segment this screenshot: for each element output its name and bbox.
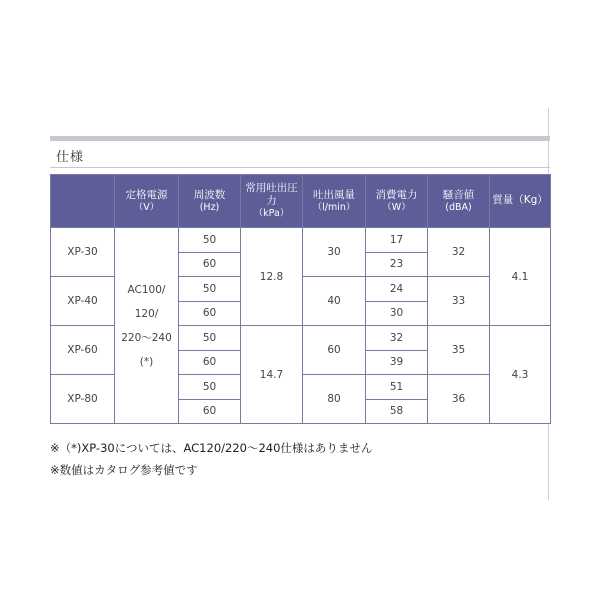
pressure-cell: 14.7	[241, 326, 303, 424]
spec-table	[50, 174, 551, 424]
section-top-bar	[50, 136, 550, 141]
power-cell: 51	[366, 375, 428, 400]
frequency-cell: 50	[179, 277, 241, 302]
frequency-cell: 50	[179, 326, 241, 351]
voltage-cell: AC100/ 120/ 220〜240 (*)	[115, 228, 179, 424]
noise-cell: 35	[428, 326, 490, 375]
flow-cell: 60	[303, 326, 366, 375]
frequency-cell: 50	[179, 228, 241, 253]
header-flow: 吐出風量 （l/min）	[303, 175, 366, 228]
power-cell: 32	[366, 326, 428, 351]
header-power: 消費電力 （W）	[366, 175, 428, 228]
noise-cell: 36	[428, 375, 490, 424]
header-frequency: 周波数 (Hz)	[179, 175, 241, 228]
frequency-cell: 60	[179, 252, 241, 277]
frequency-cell: 50	[179, 375, 241, 400]
section-title: 仕様	[56, 150, 85, 165]
power-cell: 17	[366, 228, 428, 253]
model-cell: XP-30	[51, 228, 115, 277]
power-cell: 30	[366, 301, 428, 326]
noise-cell: 32	[428, 228, 490, 277]
header-pressure: 常用吐出圧力 （kPa）	[241, 175, 303, 228]
mass-cell: 4.1	[490, 228, 551, 326]
header-voltage: 定格電源 （V）	[115, 175, 179, 228]
footnote-reference: ※数値はカタログ参考値です	[50, 463, 198, 477]
header-row	[51, 175, 551, 228]
flow-cell: 30	[303, 228, 366, 277]
table-row	[51, 228, 551, 253]
frequency-cell: 60	[179, 350, 241, 375]
header-model	[51, 175, 115, 228]
noise-cell: 33	[428, 277, 490, 326]
pressure-cell: 12.8	[241, 228, 303, 326]
power-cell: 39	[366, 350, 428, 375]
frequency-cell: 60	[179, 399, 241, 424]
model-cell: XP-60	[51, 326, 115, 375]
power-cell: 58	[366, 399, 428, 424]
frequency-cell: 60	[179, 301, 241, 326]
header-noise: 騒音値 (dBA)	[428, 175, 490, 228]
flow-cell: 40	[303, 277, 366, 326]
mass-cell: 4.3	[490, 326, 551, 424]
model-cell: XP-80	[51, 375, 115, 424]
flow-cell: 80	[303, 375, 366, 424]
section-title-underline	[50, 167, 550, 168]
header-mass: 質量（Kg）	[490, 175, 551, 228]
power-cell: 23	[366, 252, 428, 277]
model-cell: XP-40	[51, 277, 115, 326]
power-cell: 24	[366, 277, 428, 302]
footnote-voltage: ※（*)XP-30については、AC120/220〜240仕様はありません	[50, 441, 373, 455]
